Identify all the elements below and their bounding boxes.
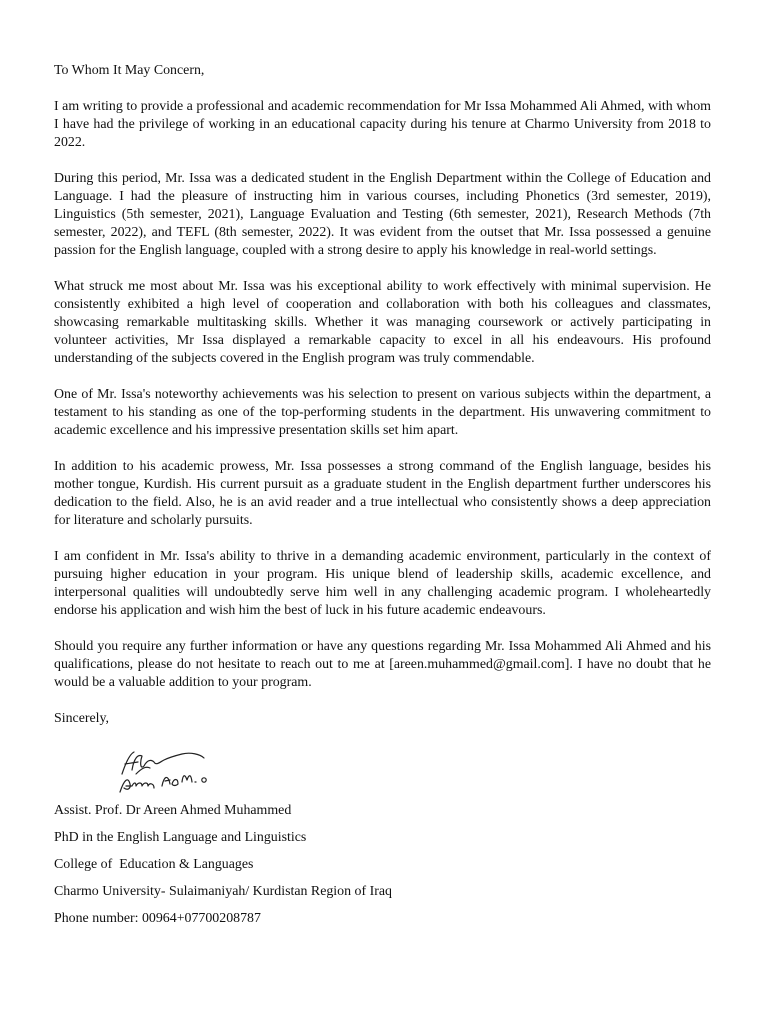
signatory-name: Assist. Prof. Dr Areen Ahmed Muhammed: [54, 803, 292, 818]
paragraph-language: In addition to his academic prowess, Mr. Issa possesses a strong command of the English language, besides his mother tongue, Kurdish. His current pursuit as a graduate student in the English department further underscores his dedication to the field. Also, he is an avid reader and a true intellectual who consistently shows a deep appreciation for literature and scholarly pursuits.: [54, 459, 711, 528]
paragraph-intro: I am writing to provide a professional and academic recommendation for Mr Issa Mohammed Ali Ahmed, with whom I have had the privilege of working in an educational capacity during his tenure at Charmo University from 2018 to 2022.: [54, 99, 711, 150]
paragraph-contact: Should you require any further information or have any questions regarding Mr. Issa Mohammed Ali Ahmed and his qualifications, please do not hesitate to reach out to me at [areen.muhammed@gmail.com]. I have no doubt that he would be a valuable addition to your program.: [54, 639, 711, 690]
salutation: To Whom It May Concern,: [54, 63, 205, 78]
signatory-university: Charmo University- Sulaimaniyah/ Kurdistan Region of Iraq: [54, 884, 392, 899]
paragraph-courses: During this period, Mr. Issa was a dedicated student in the English Department within the College of Education and Language. I had the pleasure of instructing him in various courses, including Phonetics (3rd semester, 2019), Linguistics (5th semester, 2021), Language Evaluation and Testing (6th semester, 2021), Research Methods (7th semester, 2022), and TEFL (8th semester, 2022). It was evident from the outset that Mr. Issa possessed a genuine passion for the English language, coupled with a strong desire to apply his knowledge in real-world settings.: [54, 171, 711, 258]
paragraph-achievements: One of Mr. Issa's noteworthy achievements was his selection to present on various subjects within the department, a testament to his standing as one of the top-performing students in the department. His unwavering commitment to academic excellence and his impressive presentation skills set him apart.: [54, 387, 711, 438]
paragraph-endorsement: I am confident in Mr. Issa's ability to thrive in a demanding academic environment, particularly in the context of pursuing higher education in your program. His unique blend of leadership skills, academic excellence, and interpersonal qualities will undoubtedly serve him well in any challenging academic program. I wholeheartedly endorse his application and wish him the best of luck in his future academic endeavours.: [54, 549, 711, 618]
signatory-phone: Phone number: 00964+07700208787: [54, 911, 261, 926]
signatory-degree: PhD in the English Language and Linguistics: [54, 830, 307, 845]
signatory-college: College of Education & Languages: [54, 857, 254, 872]
closing: Sincerely,: [54, 711, 110, 726]
paragraph-qualities: What struck me most about Mr. Issa was his exceptional ability to work effectively with minimal supervision. He consistently exhibited a high level of cooperation and collaboration with both his colleagues and classmates, showcasing remarkable multitasking skills. Whether it was managing coursework or actively participating in volunteer activities, Mr Issa displayed a remarkable capacity to excel in all his endeavours. His profound understanding of the subjects covered in the English program was truly commendable.: [54, 279, 711, 366]
handwritten-signature: [116, 744, 216, 800]
letter-body: [54, 62, 711, 937]
